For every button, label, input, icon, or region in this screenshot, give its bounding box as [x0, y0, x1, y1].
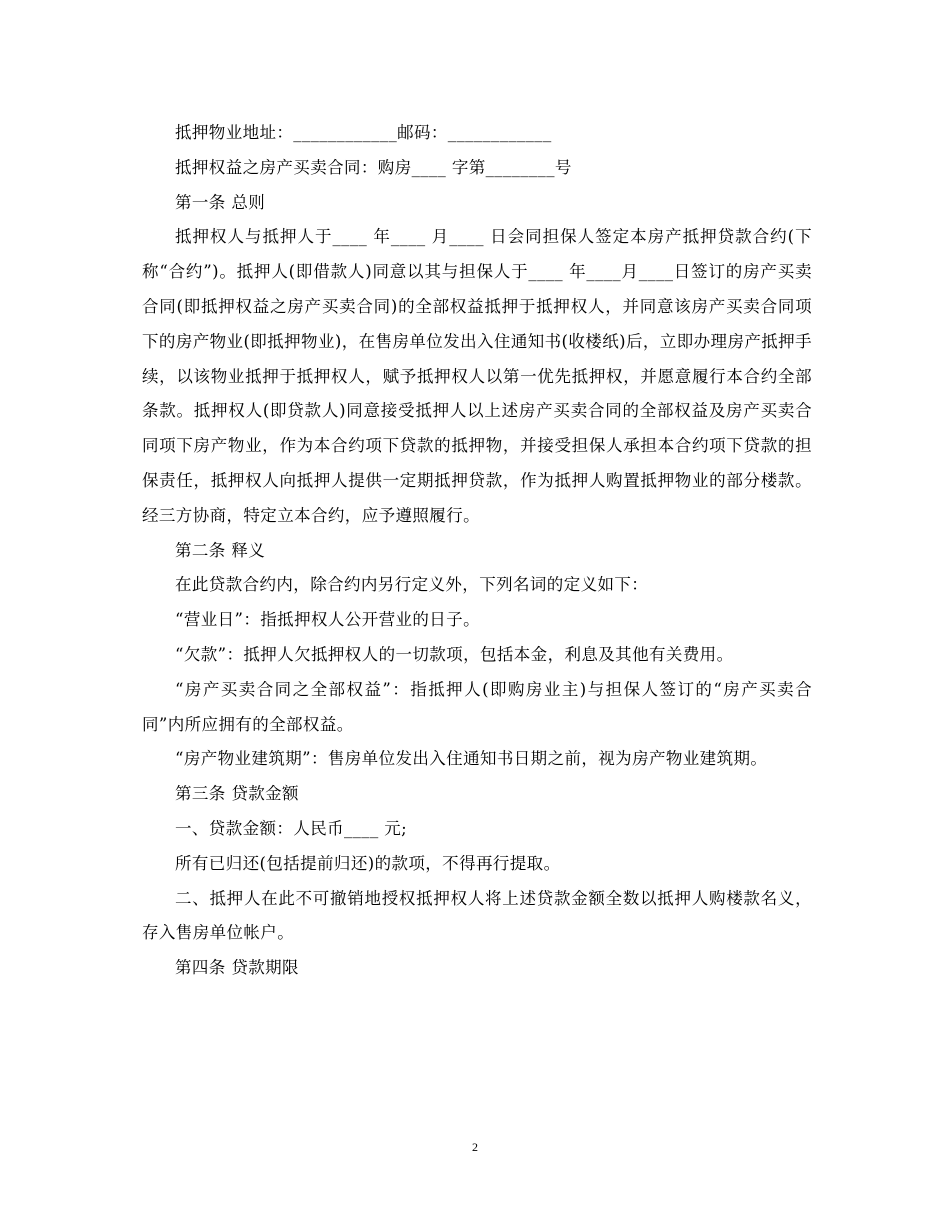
paragraph-definitions-intro: 在此贷款合约内，除合约内另行定义外，下列名词的定义如下： — [175, 575, 649, 595]
document-body — [142, 116, 812, 986]
definition-debt: “欠款”：抵押人欠抵押权人的一切款项，包括本金，利息及其他有关费用。 — [175, 644, 734, 664]
paragraph-mortgaged-property-address: 抵押物业地址：____________邮码：____________ — [175, 123, 552, 142]
paragraph-general-provisions: 抵押权人与抵押人于____ 年____ 月____ 日会同担保人签定本房产抵押贷款合约(下称“合约”)。抵押人(即借款人)同意以其与担保人于____ 年____月____日签订的房产买卖合同(即抵押权益之房产买卖合同)的全部权益抵押于抵押权人，并同意该房产买卖合同项下的房产物业(即抵押物业)，在售房单位发出入住通知书(收楼纸)后，立即办理房产抵押手续，以该物业抵押于抵押权人，赋予抵押权人以第一优先抵押权，并愿意履行本合约全部条款。抵押权人(即贷款人)同意接受抵押人以上述房产买卖合同的全部权益及房产买卖合同项下房产物业，作为本合约项下贷款的抵押物，并接受担保人承担本合约项下贷款的担保责任，抵押权人向抵押人提供一定期抵押贷款，作为抵押人购置抵押物业的部分楼款。经三方协商，特定立本合约，应予遵照履行。 — [142, 227, 812, 525]
paragraph-no-redraw: 所有已归还(包括提前归还)的款项，不得再行提取。 — [175, 853, 561, 873]
definition-business-day: “营业日”：指抵押权人公开营业的日子。 — [175, 610, 480, 630]
heading-article-3: 第三条 贷款金额 — [175, 784, 299, 804]
paragraph-purchase-contract-number: 抵押权益之房产买卖合同：购房____ 字第________号 — [175, 157, 572, 177]
paragraph-loan-amount: 一、贷款金额：人民币____ 元; — [175, 818, 408, 838]
paragraph-authorization: 二、抵押人在此不可撤销地授权抵押权人将上述贷款金额全数以抵押人购楼款名义，存入售房单位帐户。 — [142, 888, 812, 943]
page-number: 2 — [472, 1140, 478, 1154]
definition-construction-period: “房产物业建筑期”：售房单位发出入住通知书日期之前，视为房产物业建筑期。 — [175, 749, 768, 769]
heading-article-4: 第四条 贷款期限 — [175, 958, 299, 978]
heading-article-1: 第一条 总则 — [175, 192, 266, 212]
definition-contract-rights: “房产买卖合同之全部权益”：指抵押人(即购房业主)与担保人签订的“房产买卖合同”内所应拥有的全部权益。 — [142, 679, 812, 734]
heading-article-2: 第二条 释义 — [175, 540, 266, 560]
